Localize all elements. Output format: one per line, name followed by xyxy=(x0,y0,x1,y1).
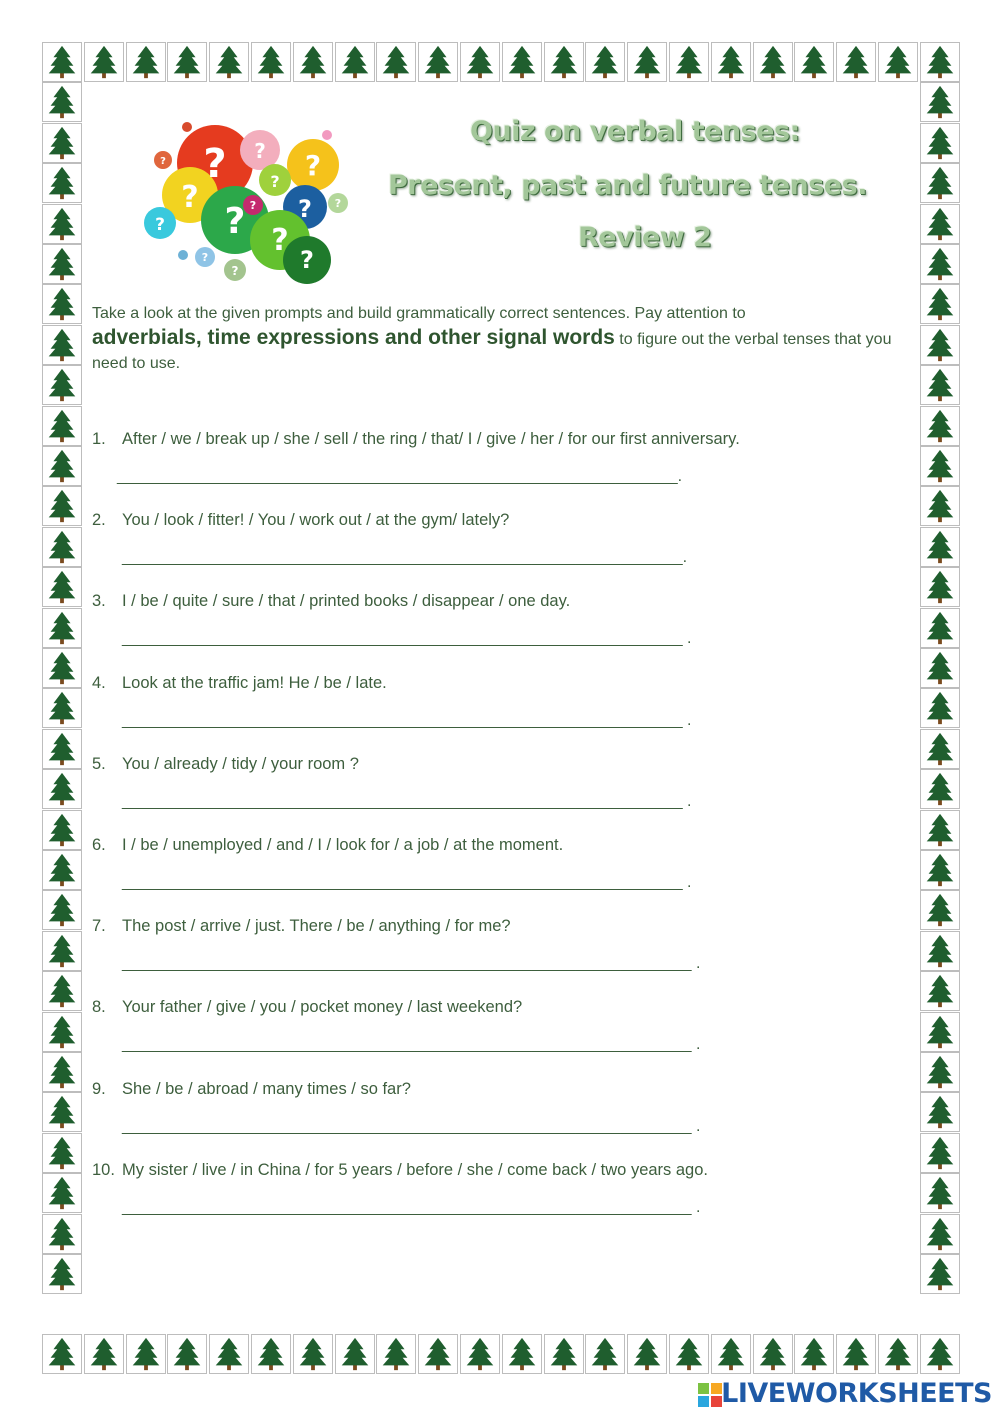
tree-icon xyxy=(920,446,960,486)
tree-icon xyxy=(878,1334,918,1374)
tree-icon xyxy=(42,608,82,648)
question-item xyxy=(92,1080,411,1099)
tree-icon xyxy=(585,1334,625,1374)
tree-icon xyxy=(42,123,82,163)
tree-icon xyxy=(42,648,82,688)
tree-icon xyxy=(42,1214,82,1254)
question-number: 10. xyxy=(92,1160,115,1179)
tree-icon xyxy=(920,1092,960,1132)
question-prompt: The post / arrive / just. There / be / anything / for me? xyxy=(122,917,511,936)
answer-line[interactable]: ________________________________________________________________ . xyxy=(122,1036,701,1054)
answer-line[interactable]: ________________________________________________________________ . xyxy=(122,1117,701,1135)
question-prompt: Look at the traffic jam! He / be / late. xyxy=(122,673,387,692)
liveworksheets-brand: LIVEWORKSHEETS xyxy=(721,1378,992,1409)
title-line-3: Review 2 xyxy=(578,222,712,253)
question-number: 4. xyxy=(92,673,106,692)
tree-icon xyxy=(544,1334,584,1374)
tree-icon xyxy=(42,1334,82,1374)
tree-icon xyxy=(167,1334,207,1374)
svg-text:?: ? xyxy=(231,264,239,278)
tree-icon xyxy=(42,1254,82,1294)
question-prompt: After / we / break up / she / sell / the ring / that/ I / give / her / for our first anniversary. xyxy=(122,430,740,448)
tree-icon xyxy=(920,1052,960,1092)
tree-icon xyxy=(920,325,960,365)
tree-icon xyxy=(209,42,249,82)
liveworksheets-logo-icon xyxy=(698,1383,722,1407)
tree-icon xyxy=(920,42,960,82)
question-prompt: I / be / quite / sure / that / printed books / disappear / one day. xyxy=(122,592,571,611)
tree-icon xyxy=(293,1334,333,1374)
tree-icon xyxy=(753,42,793,82)
tree-icon xyxy=(376,42,416,82)
tree-icon xyxy=(794,1334,834,1374)
question-number: 2. xyxy=(92,511,106,530)
tree-icon xyxy=(878,42,918,82)
svg-text:?: ? xyxy=(298,195,312,223)
instructions-text-2: to figure out the verbal tenses that you need to use. xyxy=(92,331,892,372)
question-item xyxy=(92,592,570,611)
instructions-text-1: Take a look at the given prompts and build grammatically correct sentences. Pay attention to xyxy=(92,305,746,322)
tree-icon xyxy=(42,688,82,728)
svg-text:?: ? xyxy=(334,197,342,210)
question-number: 8. xyxy=(92,998,106,1017)
tree-icon xyxy=(753,1334,793,1374)
question-bubbles-illustration xyxy=(135,115,350,290)
tree-icon xyxy=(920,810,960,850)
tree-icon xyxy=(42,163,82,203)
answer-line[interactable]: _______________________________________________________________. xyxy=(122,549,688,567)
instructions xyxy=(92,302,922,376)
tree-icon xyxy=(209,1334,249,1374)
tree-icon xyxy=(920,1254,960,1294)
svg-text:?: ? xyxy=(160,156,166,167)
tree-icon xyxy=(42,1092,82,1132)
tree-icon xyxy=(920,284,960,324)
tree-icon xyxy=(42,446,82,486)
svg-text:?: ? xyxy=(249,199,257,212)
svg-text:?: ? xyxy=(304,149,322,182)
tree-icon xyxy=(335,1334,375,1374)
tree-icon xyxy=(920,769,960,809)
tree-icon xyxy=(126,1334,166,1374)
tree-icon xyxy=(335,42,375,82)
answer-line[interactable]: _______________________________________________________________ . xyxy=(122,792,692,810)
question-number: 3. xyxy=(92,592,106,611)
tree-icon xyxy=(251,1334,291,1374)
question-prompt: My sister / live / in China / for 5 years / before / she / come back / two years ago. xyxy=(122,1160,708,1179)
tree-icon xyxy=(42,1133,82,1173)
tree-icon xyxy=(920,365,960,405)
tree-icon xyxy=(711,42,751,82)
tree-icon xyxy=(251,42,291,82)
tree-icon xyxy=(920,688,960,728)
question-item xyxy=(92,917,511,936)
tree-icon xyxy=(42,284,82,324)
title-line-1: Quiz on verbal tenses: xyxy=(470,116,800,147)
tree-icon xyxy=(84,1334,124,1374)
tree-icon xyxy=(920,648,960,688)
svg-text:?: ? xyxy=(271,223,289,258)
tree-icon xyxy=(42,1052,82,1092)
svg-text:?: ? xyxy=(181,180,199,215)
question-item xyxy=(92,674,387,693)
svg-text:?: ? xyxy=(270,172,280,191)
tree-icon xyxy=(627,42,667,82)
svg-text:?: ? xyxy=(254,139,266,163)
tree-icon xyxy=(920,163,960,203)
tree-icon xyxy=(42,406,82,446)
question-number: 9. xyxy=(92,1079,106,1098)
tree-icon xyxy=(42,931,82,971)
answer-line[interactable]: ________________________________________________________________ . xyxy=(122,955,701,973)
tree-icon xyxy=(42,567,82,607)
tree-icon xyxy=(42,244,82,284)
instructions-highlight: adverbials, time expressions and other signal words xyxy=(92,326,615,349)
tree-icon xyxy=(920,850,960,890)
svg-text:?: ? xyxy=(155,215,165,235)
tree-icon xyxy=(418,42,458,82)
tree-icon xyxy=(376,1334,416,1374)
answer-line[interactable]: ________________________________________________________________ . xyxy=(122,1198,701,1216)
tree-icon xyxy=(42,890,82,930)
tree-icon xyxy=(167,42,207,82)
tree-icon xyxy=(920,82,960,122)
question-prompt: Your father / give / you / pocket money / last weekend? xyxy=(122,998,523,1017)
tree-icon xyxy=(920,406,960,446)
tree-icon xyxy=(460,1334,500,1374)
tree-icon xyxy=(42,769,82,809)
tree-icon xyxy=(920,1173,960,1213)
tree-icon xyxy=(502,42,542,82)
answer-line[interactable]: _______________________________________________________________ . xyxy=(122,874,692,891)
tree-icon xyxy=(920,527,960,567)
tree-icon xyxy=(544,42,584,82)
tree-icon xyxy=(920,729,960,769)
tree-icon xyxy=(920,1133,960,1173)
question-item xyxy=(92,1161,708,1180)
tree-icon xyxy=(42,325,82,365)
answer-line[interactable]: _______________________________________________________________. xyxy=(117,468,683,485)
tree-icon xyxy=(42,729,82,769)
tree-icon xyxy=(920,971,960,1011)
tree-icon xyxy=(42,365,82,405)
tree-icon xyxy=(585,42,625,82)
question-item xyxy=(92,836,563,855)
question-number: 7. xyxy=(92,917,106,936)
tree-icon xyxy=(920,1214,960,1254)
tree-icon xyxy=(794,42,834,82)
tree-icon xyxy=(42,850,82,890)
tree-icon xyxy=(84,42,124,82)
question-item xyxy=(92,511,509,530)
tree-icon xyxy=(42,486,82,526)
tree-icon xyxy=(42,971,82,1011)
svg-text:?: ? xyxy=(201,251,209,264)
tree-icon xyxy=(669,1334,709,1374)
tree-icon xyxy=(42,1012,82,1052)
question-item xyxy=(92,755,359,774)
tree-icon xyxy=(711,1334,751,1374)
tree-icon xyxy=(920,890,960,930)
svg-text:?: ? xyxy=(224,201,246,242)
tree-icon xyxy=(42,1173,82,1213)
tree-icon xyxy=(920,931,960,971)
tree-icon xyxy=(42,82,82,122)
title-line-2: Present, past and future tenses. xyxy=(388,170,867,201)
question-prompt: I / be / unemployed / and / I / look for / a job / at the moment. xyxy=(122,836,564,854)
question-item xyxy=(92,998,522,1017)
tree-icon xyxy=(627,1334,667,1374)
tree-icon xyxy=(920,1334,960,1374)
question-number: 1. xyxy=(92,430,106,448)
tree-icon xyxy=(460,42,500,82)
tree-icon xyxy=(920,123,960,163)
tree-icon xyxy=(920,244,960,284)
question-number: 5. xyxy=(92,754,106,773)
svg-text:?: ? xyxy=(300,246,314,274)
tree-icon xyxy=(836,42,876,82)
answer-line[interactable]: _______________________________________________________________ . xyxy=(122,711,692,729)
tree-icon xyxy=(920,1012,960,1052)
tree-icon xyxy=(42,42,82,82)
tree-icon xyxy=(42,810,82,850)
tree-icon xyxy=(920,567,960,607)
question-number: 6. xyxy=(92,836,106,854)
answer-line[interactable]: _______________________________________________________________ . xyxy=(122,630,692,648)
tree-icon xyxy=(42,527,82,567)
question-prompt: You / already / tidy / your room ? xyxy=(122,754,359,773)
tree-icon xyxy=(126,42,166,82)
question-item xyxy=(92,430,740,449)
question-prompt: She / be / abroad / many times / so far? xyxy=(122,1079,411,1098)
tree-icon xyxy=(920,608,960,648)
tree-icon xyxy=(418,1334,458,1374)
tree-icon xyxy=(920,486,960,526)
question-prompt: You / look / fitter! / You / work out / at the gym/ lately? xyxy=(122,511,510,530)
tree-icon xyxy=(293,42,333,82)
svg-text:?: ? xyxy=(203,141,227,187)
tree-icon xyxy=(42,204,82,244)
tree-icon xyxy=(920,204,960,244)
tree-icon xyxy=(669,42,709,82)
tree-icon xyxy=(502,1334,542,1374)
tree-icon xyxy=(836,1334,876,1374)
